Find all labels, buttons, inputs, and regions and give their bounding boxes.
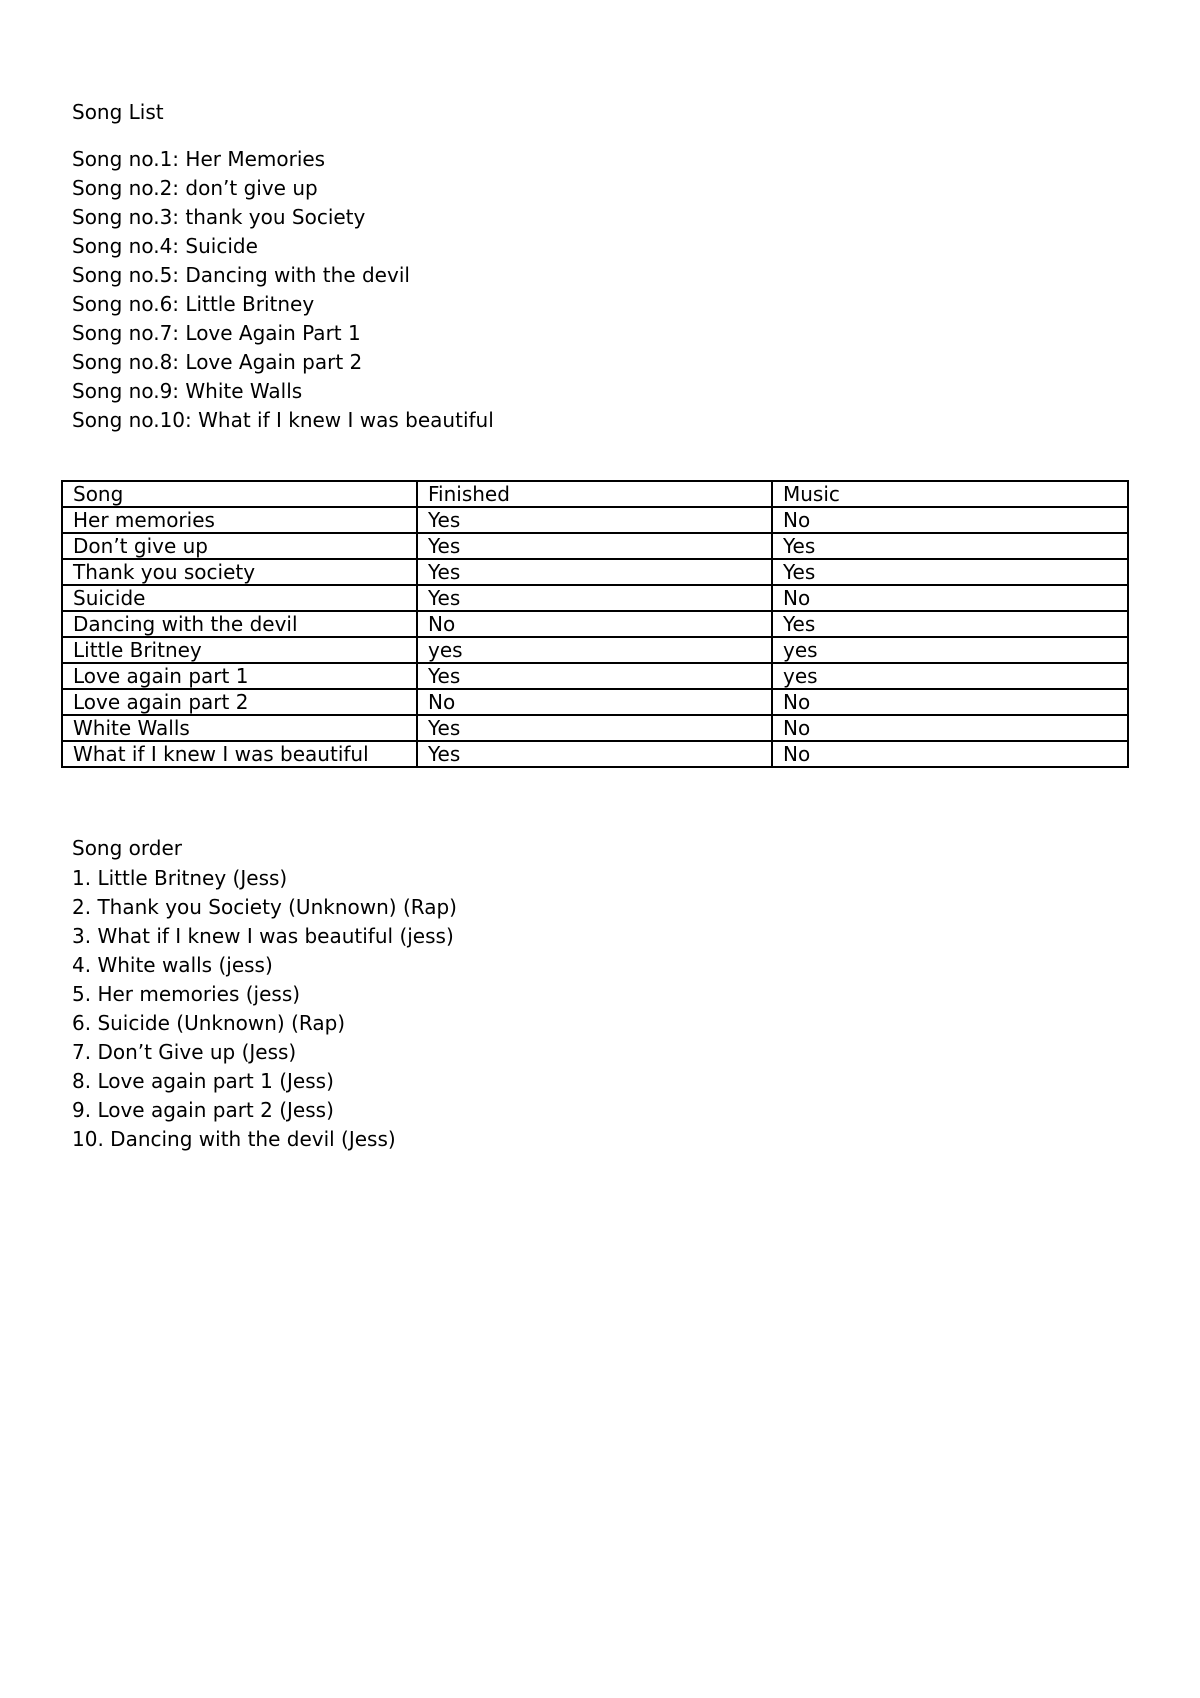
table-header-row <box>62 481 1128 507</box>
table-row <box>62 689 1128 715</box>
list-item: 1. Little Britney (Jess) <box>72 866 288 890</box>
table-row <box>62 663 1128 689</box>
list-item: 6. Suicide (Unknown) (Rap) <box>72 1011 346 1035</box>
finished-cell: Yes <box>417 533 772 559</box>
list-item: Song no.7: Love Again Part 1 <box>72 321 361 345</box>
finished-cell: Yes <box>417 741 772 767</box>
list-item: 9. Love again part 2 (Jess) <box>72 1098 334 1122</box>
finished-cell: No <box>417 611 772 637</box>
music-cell: No <box>772 585 1128 611</box>
music-cell: yes <box>772 637 1128 663</box>
song-cell: Suicide <box>62 585 417 611</box>
finished-cell: yes <box>417 637 772 663</box>
song-cell: White Walls <box>62 715 417 741</box>
list-item: Song no.3: thank you Society <box>72 205 366 229</box>
list-item: Song no.4: Suicide <box>72 234 258 258</box>
music-cell: No <box>772 715 1128 741</box>
list-item: 3. What if I knew I was beautiful (jess) <box>72 924 454 948</box>
music-cell: No <box>772 741 1128 767</box>
song-list <box>72 145 494 435</box>
song-cell: Thank you society <box>62 559 417 585</box>
table-row <box>62 611 1128 637</box>
column-header-finished: Finished <box>417 481 772 507</box>
finished-cell: No <box>417 689 772 715</box>
list-item: Song no.1: Her Memories <box>72 147 326 171</box>
song-status-table <box>61 480 1129 768</box>
list-item: 4. White walls (jess) <box>72 953 273 977</box>
song-cell: Dancing with the devil <box>62 611 417 637</box>
song-order-title: Song order <box>72 836 182 860</box>
song-order-list <box>72 864 457 1154</box>
table-row <box>62 533 1128 559</box>
song-cell: Her memories <box>62 507 417 533</box>
song-cell: What if I knew I was beautiful <box>62 741 417 767</box>
list-item: Song no.8: Love Again part 2 <box>72 350 363 374</box>
finished-cell: Yes <box>417 585 772 611</box>
music-cell: No <box>772 689 1128 715</box>
finished-cell: Yes <box>417 507 772 533</box>
list-item: 8. Love again part 1 (Jess) <box>72 1069 334 1093</box>
table-row <box>62 585 1128 611</box>
list-item: Song no.2: don’t give up <box>72 176 318 200</box>
list-item: Song no.5: Dancing with the devil <box>72 263 410 287</box>
music-cell: Yes <box>772 533 1128 559</box>
table-row <box>62 715 1128 741</box>
list-item: Song no.6: Little Britney <box>72 292 315 316</box>
list-item: 2. Thank you Society (Unknown) (Rap) <box>72 895 457 919</box>
list-item: 10. Dancing with the devil (Jess) <box>72 1127 396 1151</box>
song-cell: Love again part 1 <box>62 663 417 689</box>
table-row <box>62 559 1128 585</box>
list-item: 7. Don’t Give up (Jess) <box>72 1040 297 1064</box>
music-cell: Yes <box>772 611 1128 637</box>
list-item: 5. Her memories (jess) <box>72 982 301 1006</box>
music-cell: Yes <box>772 559 1128 585</box>
music-cell: No <box>772 507 1128 533</box>
list-item: Song no.10: What if I knew I was beautiful <box>72 408 494 432</box>
table-row <box>62 637 1128 663</box>
music-cell: yes <box>772 663 1128 689</box>
list-item: Song no.9: White Walls <box>72 379 303 403</box>
column-header-music: Music <box>772 481 1128 507</box>
finished-cell: Yes <box>417 559 772 585</box>
finished-cell: Yes <box>417 715 772 741</box>
song-cell: Love again part 2 <box>62 689 417 715</box>
song-list-title: Song List <box>72 100 164 124</box>
table-row <box>62 507 1128 533</box>
column-header-song: Song <box>62 481 417 507</box>
finished-cell: Yes <box>417 663 772 689</box>
song-cell: Little Britney <box>62 637 417 663</box>
table-row <box>62 741 1128 767</box>
song-cell: Don’t give up <box>62 533 417 559</box>
